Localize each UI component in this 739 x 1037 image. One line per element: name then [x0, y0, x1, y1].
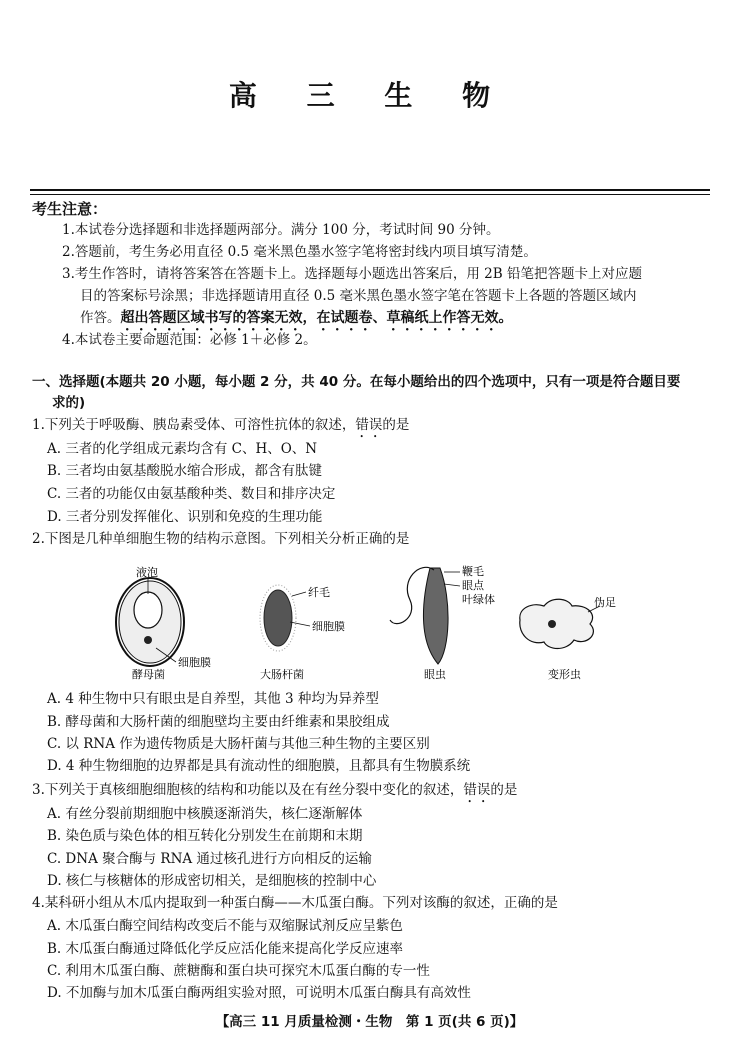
q3-stem: [32, 781, 517, 806]
page-title: 高 三 生 物: [228, 79, 511, 112]
q4-option-d: D. 不加酶与加木瓜蛋白酶两组实验对照，可说明木瓜蛋白酶具有高效性: [47, 985, 471, 1001]
q2-option-d: D. 4 种生物细胞的边界都是具有流动性的细胞膜，且都具有生物膜系统: [47, 758, 471, 774]
ecoli-diagram: [260, 585, 345, 680]
label-euglena: 眼虫: [424, 668, 446, 680]
q3-option-d: D. 核仁与核糖体的形成密切相关，是细胞核的控制中心: [47, 873, 377, 889]
q2-option-a: A. 4 种生物中只有眼虫是自养型，其他 3 种均为异养型: [47, 691, 379, 707]
label-eyespot: 眼点: [462, 579, 484, 592]
label-ecoli-membrane: 细胞膜: [312, 620, 345, 633]
label-cilia: 纤毛: [308, 586, 330, 599]
header-rule-thick: [30, 189, 710, 191]
q1-option-a: A. 三者的化学组成元素均含有 C、H、O、N: [47, 441, 318, 457]
notice-warning: 超出答题区域书写的答案无效，在试题卷、草稿纸上作答无效。: [120, 310, 513, 326]
label-amoeba: 变形虫: [548, 668, 581, 680]
notice-item-1: 1.本试卷分选择题和非选择题两部分。满分 100 分，考试时间 90 分钟。: [62, 222, 500, 238]
notice-item-4: 4.本试卷主要命题范围：必修 1＋必修 2。: [62, 332, 317, 348]
label-ecoli: 大肠杆菌: [260, 668, 304, 680]
q2-option-b: B. 酵母菌和大肠杆菌的细胞壁均主要由纤维素和果胶组成: [47, 714, 390, 730]
notice-answer-text: 作答。: [80, 310, 121, 326]
q3-stem-emph: 错误: [463, 782, 491, 798]
q1-option-d: D. 三者分别发挥催化、识别和免疫的生理功能: [47, 509, 323, 525]
q3-stem-b: 的是: [490, 782, 518, 798]
label-yeast: 酵母菌: [132, 668, 165, 680]
q2-figure: [100, 560, 620, 680]
q3-option-c: C. DNA 聚合酶与 RNA 通过核孔进行方向相反的运输: [47, 851, 372, 867]
notice-item-2: 2.答题前，考生务必用直径 0.5 毫米黑色墨水签字笔将密封线内项目填写清楚。: [62, 244, 537, 260]
q1-option-c: C. 三者的功能仅由氨基酸种类、数目和排序决定: [47, 486, 336, 502]
q3-stem-a: 3.下列关于真核细胞细胞核的结构和功能以及在有丝分裂中变化的叙述，: [32, 782, 464, 798]
q1-stem: [32, 416, 409, 441]
section-heading-2: 求的): [52, 395, 86, 411]
q4-option-b: B. 木瓜蛋白酶通过降低化学反应活化能来提高化学反应速率: [47, 941, 404, 957]
q4-stem: 4.某科研小组从木瓜内提取到一种蛋白酶——木瓜蛋白酶。下列对该酶的叙述，正确的是: [32, 895, 558, 911]
euglena-diagram: [390, 564, 495, 680]
label-vacuole: 液泡: [136, 566, 158, 579]
q1-stem-a: 1.下列关于呼吸酶、胰岛素受体、可溶性抗体的叙述，: [32, 417, 356, 433]
q3-option-a: A. 有丝分裂前期细胞中核膜逐渐消失，核仁逐渐解体: [47, 806, 363, 822]
header-rule-thin: [30, 194, 710, 195]
q2-option-c: C. 以 RNA 作为遗传物质是大肠杆菌与其他三种生物的主要区别: [47, 736, 430, 752]
q1-stem-b: 的是: [382, 417, 410, 433]
label-pseudopod: 伪足: [594, 596, 616, 609]
notice-heading: 考生注意：: [32, 200, 108, 218]
notice-item-3-cont: 目的答案标号涂黑；非选择题请用直径 0.5 毫米黑色墨水签字笔在答题卡上各题的答题区域内: [80, 288, 637, 304]
page-footer: 【高三 11 月质量检测・生物 第 1 页(共 6 页)】: [215, 1014, 524, 1030]
q4-option-c: C. 利用木瓜蛋白酶、蔗糖酶和蛋白块可探究木瓜蛋白酶的专一性: [47, 963, 430, 979]
q1-option-b: B. 三者均由氨基酸脱水缩合形成，都含有肽键: [47, 463, 323, 479]
label-flagellum: 鞭毛: [462, 565, 484, 578]
q1-stem-emph: 错误: [355, 417, 383, 433]
notice-item-3: 3.考生作答时，请将答案答在答题卡上。选择题每小题选出答案后，用 2B 铅笔把答题卡上对应题: [62, 266, 642, 282]
label-yeast-membrane: 细胞膜: [178, 656, 211, 669]
label-chloroplast: 叶绿体: [462, 593, 495, 606]
q4-option-a: A. 木瓜蛋白酶空间结构改变后不能与双缩脲试剂反应呈紫色: [47, 918, 403, 934]
yeast-diagram: [116, 565, 211, 680]
q2-stem: 2.下图是几种单细胞生物的结构示意图。下列相关分析正确的是: [32, 531, 410, 547]
section-heading-1: 一、选择题(本题共 20 小题，每小题 2 分，共 40 分。在每小题给出的四个选项中，只有一项是符合题目要: [32, 374, 681, 390]
q3-option-b: B. 染色质与染色体的相互转化分别发生在前期和末期: [47, 828, 363, 844]
amoeba-diagram: [520, 595, 616, 680]
